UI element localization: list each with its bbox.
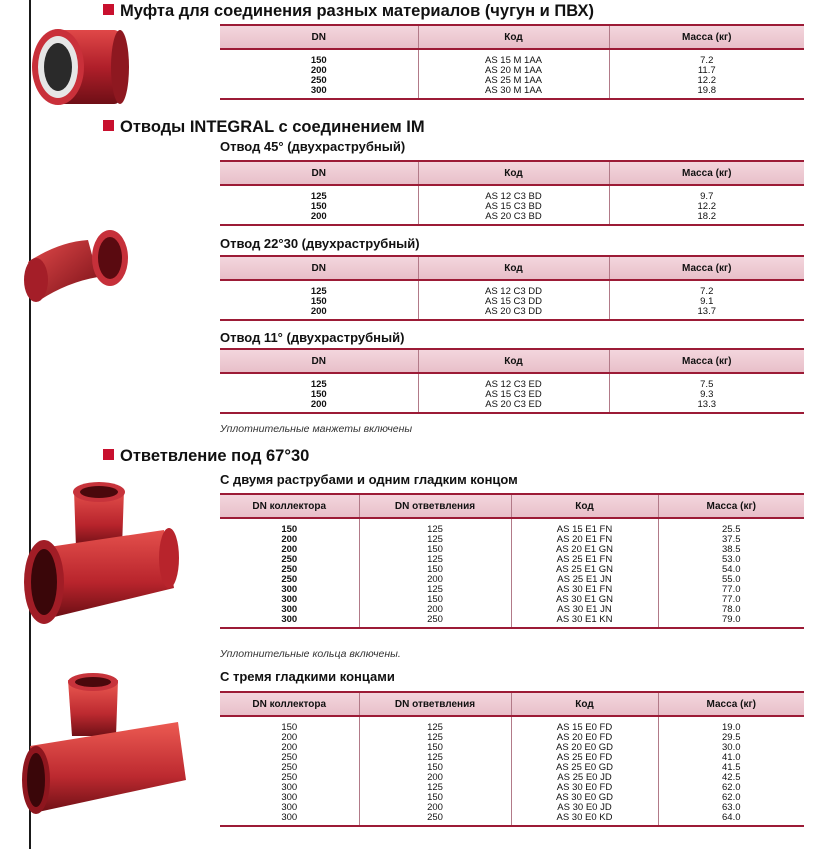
table-body-row: [220, 280, 804, 320]
table-cell-value: 41.0: [722, 752, 741, 763]
table-cell-value: 42.5: [722, 772, 741, 783]
table-body-row: [220, 185, 804, 225]
table-cell-value: 25.5: [722, 524, 741, 535]
table-cell-value: 300: [281, 782, 298, 793]
table-cell-value: AS 12 C3 BD: [485, 191, 542, 202]
table-cell-value: 200: [427, 604, 443, 615]
table-cell-value: 200: [310, 306, 327, 317]
table-cell: [511, 518, 658, 628]
table-cell-value: 200: [310, 399, 327, 410]
table-cell-value: 200: [281, 742, 298, 753]
table-cell-value: AS 30 E1 FN: [556, 584, 613, 595]
table-cell-value: 300: [281, 594, 298, 605]
bend-22-title: Отвод 22°30 (двухраструбный): [220, 236, 420, 251]
table-cell: [220, 49, 418, 99]
table-cell: [658, 518, 804, 628]
table-cell-value: 64.0: [722, 812, 741, 823]
col-dn: DN: [220, 25, 418, 49]
table-cell-value: 79.0: [722, 614, 741, 625]
table-cell-value: AS 30 E0 GD: [555, 792, 614, 803]
tee-plain-table: [220, 691, 804, 827]
table-cell-value: 300: [281, 812, 298, 823]
col-code: Код: [511, 692, 658, 716]
table-cell-value: 77.0: [722, 584, 741, 595]
table-cell-value: 12.2: [697, 201, 716, 212]
table-cell-value: 125: [427, 722, 443, 733]
table-cell-value: AS 30 E0 FD: [556, 782, 613, 793]
table-cell-value: 125: [427, 554, 443, 565]
table-cell-value: AS 20 E0 FD: [556, 732, 613, 743]
table-cell: [609, 280, 804, 320]
col-mass: Масса (кг): [609, 256, 804, 280]
table-cell-value: 150: [310, 55, 327, 66]
table-cell-value: AS 25 E0 GD: [555, 762, 614, 773]
bullet-square-icon: [103, 4, 114, 15]
table-cell-value: 150: [427, 544, 443, 555]
table-cell-value: 300: [281, 614, 298, 625]
table-cell-value: 200: [281, 534, 298, 545]
bend-11-table: [220, 348, 804, 414]
table-cell-value: 9.3: [700, 389, 714, 400]
table-cell: [418, 280, 609, 320]
bend-45-title: Отвод 45° (двухраструбный): [220, 139, 406, 154]
col-dn-main: DN коллектора: [220, 692, 359, 716]
bullet-square-icon: [103, 449, 114, 460]
table-body-row: [220, 373, 804, 413]
col-dn-branch: DN ответвления: [359, 692, 511, 716]
bend-11-title: Отвод 11° (двухраструбный): [220, 330, 405, 345]
col-dn: DN: [220, 256, 418, 280]
table-cell-value: 250: [281, 564, 298, 575]
coupling-image: [20, 18, 130, 118]
tee-socket-image: [14, 478, 184, 633]
table-cell-value: AS 15 E1 FN: [556, 524, 613, 535]
section-title-branch: Ответвление под 67°30: [103, 447, 309, 466]
table-cell-value: 62.0: [722, 792, 741, 803]
col-mass: Масса (кг): [609, 161, 804, 185]
section-title-bends: Отводы INTEGRAL с соединением IM: [103, 118, 425, 137]
table-cell-value: 11.7: [697, 65, 716, 76]
table-cell-value: 300: [310, 85, 327, 96]
col-dn-branch: DN ответвления: [359, 494, 511, 518]
table-cell-value: 125: [310, 286, 327, 297]
table-cell-value: AS 30 E0 KD: [556, 812, 613, 823]
table-cell-value: AS 30 M 1AA: [484, 85, 543, 96]
table-cell-value: AS 15 M 1AA: [484, 55, 543, 66]
table-cell-value: 250: [281, 752, 298, 763]
table-cell-value: 125: [427, 524, 443, 535]
table-cell-value: 30.0: [722, 742, 741, 753]
col-code: Код: [418, 161, 609, 185]
coupling-table: [220, 24, 804, 100]
table-cell-value: 125: [310, 191, 327, 202]
table-cell-value: AS 25 E1 GN: [555, 564, 614, 575]
col-mass: Масса (кг): [609, 349, 804, 373]
table-cell-value: 150: [427, 564, 443, 575]
table-cell-value: 250: [281, 772, 298, 783]
table-cell-value: AS 15 C3 BD: [485, 201, 542, 212]
table-cell-value: 150: [427, 792, 443, 803]
col-mass: Масса (кг): [658, 494, 804, 518]
table-cell-value: AS 20 C3 BD: [485, 211, 542, 222]
table-cell-value: 250: [310, 75, 327, 86]
table-cell-value: AS 12 C3 ED: [485, 379, 542, 390]
bend-45-table: [220, 160, 804, 226]
table-cell-value: 300: [281, 792, 298, 803]
table-cell-value: 41.5: [722, 762, 741, 773]
table-cell-value: 150: [427, 762, 443, 773]
table-cell-value: AS 15 C3 ED: [485, 389, 542, 400]
col-dn-main: DN коллектора: [220, 494, 359, 518]
table-cell-value: 37.5: [722, 534, 741, 545]
section-title-coupling: Муфта для соединения разных материалов (чугун и ПВХ): [103, 2, 594, 21]
table-cell-value: AS 20 E1 FN: [556, 534, 613, 545]
col-mass: Масса (кг): [658, 692, 804, 716]
table-cell-value: 200: [281, 544, 298, 555]
col-code: Код: [418, 349, 609, 373]
bends-note: Уплотнительные манжеты включены: [220, 423, 413, 435]
table-cell: [418, 373, 609, 413]
table-cell-value: 29.5: [722, 732, 741, 743]
table-cell-value: 200: [310, 211, 327, 222]
table-cell-value: 7.2: [700, 286, 714, 297]
tee-plain-image: [20, 672, 190, 822]
table-cell-value: 150: [427, 594, 443, 605]
table-cell-value: 77.0: [722, 594, 741, 605]
table-cell-value: 7.2: [700, 55, 714, 66]
col-mass: Масса (кг): [609, 25, 804, 49]
table-cell-value: 300: [281, 584, 298, 595]
table-cell-value: 250: [427, 614, 443, 625]
table-cell-value: 19.0: [722, 722, 741, 733]
table-cell-value: 38.5: [722, 544, 741, 555]
table-cell-value: 13.7: [697, 306, 716, 317]
table-cell-value: AS 25 E0 JD: [557, 772, 612, 783]
col-dn: DN: [220, 161, 418, 185]
table-cell-value: 9.1: [700, 296, 714, 307]
col-code: Код: [418, 256, 609, 280]
table-cell-value: 7.5: [700, 379, 714, 390]
table-cell-value: 18.2: [697, 211, 716, 222]
col-code: Код: [418, 25, 609, 49]
table-cell-value: AS 20 M 1AA: [484, 65, 543, 76]
table-cell-value: AS 20 E0 GD: [555, 742, 614, 753]
table-cell: [609, 185, 804, 225]
col-code: Код: [511, 494, 658, 518]
table-cell-value: 125: [310, 379, 327, 390]
table-cell-value: 150: [427, 742, 443, 753]
table-cell: [220, 280, 418, 320]
bend-22-table: [220, 255, 804, 321]
table-cell-value: 53.0: [722, 554, 741, 565]
table-cell-value: 150: [281, 524, 298, 535]
tee-note: Уплотнительные кольца включены.: [220, 648, 401, 660]
table-cell-value: 200: [427, 574, 443, 585]
table-cell-value: 125: [427, 534, 443, 545]
table-cell-value: 9.7: [700, 191, 714, 202]
tee-sockets-table: [220, 493, 804, 629]
table-cell: [658, 716, 804, 826]
table-cell-value: AS 25 E1 JN: [557, 574, 612, 585]
table-cell-value: AS 20 C3 DD: [484, 306, 543, 317]
table-cell-value: AS 30 E0 JD: [557, 802, 612, 813]
table-cell-value: 250: [281, 574, 298, 585]
table-cell-value: 250: [281, 762, 298, 773]
table-cell-value: 150: [310, 389, 327, 400]
table-cell-value: 12.2: [697, 75, 716, 86]
table-cell-value: AS 20 C3 ED: [485, 399, 542, 410]
table-cell-value: AS 25 M 1AA: [484, 75, 543, 86]
table-cell-value: 200: [427, 772, 443, 783]
table-cell-value: AS 30 E1 JN: [557, 604, 612, 615]
table-cell-value: AS 30 E1 GN: [555, 594, 614, 605]
table-cell: [418, 185, 609, 225]
table-cell-value: 200: [427, 802, 443, 813]
table-cell-value: AS 20 E1 GN: [555, 544, 614, 555]
table-cell-value: 55.0: [722, 574, 741, 585]
table-cell-value: 19.8: [697, 85, 716, 96]
table-cell-value: 78.0: [722, 604, 741, 615]
tee-sockets-title: С двумя раструбами и одним гладким концом: [220, 472, 518, 487]
table-cell-value: AS 12 C3 DD: [484, 286, 543, 297]
table-cell: [359, 716, 511, 826]
col-dn: DN: [220, 349, 418, 373]
table-cell-value: 200: [281, 732, 298, 743]
table-cell: [359, 518, 511, 628]
table-cell-value: 300: [281, 604, 298, 615]
table-cell-value: AS 30 E1 KN: [556, 614, 613, 625]
table-cell-value: 125: [427, 782, 443, 793]
tee-plain-title: С тремя гладкими концами: [220, 669, 395, 684]
table-cell-value: AS 25 E1 FN: [556, 554, 613, 565]
table-cell-value: 125: [427, 584, 443, 595]
table-cell: [220, 716, 359, 826]
table-cell-value: 150: [310, 296, 327, 307]
table-cell-value: 62.0: [722, 782, 741, 793]
table-cell-value: 125: [427, 732, 443, 743]
table-body-row: [220, 518, 804, 628]
table-body-row: [220, 49, 804, 99]
table-cell-value: 13.3: [697, 399, 716, 410]
table-cell-value: 200: [310, 65, 327, 76]
table-cell: [220, 373, 418, 413]
table-cell: [418, 49, 609, 99]
table-cell-value: 54.0: [722, 564, 741, 575]
table-cell-value: AS 15 C3 DD: [484, 296, 543, 307]
table-cell: [511, 716, 658, 826]
table-cell: [220, 518, 359, 628]
bullet-square-icon: [103, 120, 114, 131]
table-cell-value: 250: [427, 812, 443, 823]
table-cell-value: AS 15 E0 FD: [556, 722, 613, 733]
table-cell-value: AS 25 E0 FD: [556, 752, 613, 763]
table-cell-value: 250: [281, 554, 298, 565]
table-cell: [220, 185, 418, 225]
table-cell-value: 125: [427, 752, 443, 763]
table-body-row: [220, 716, 804, 826]
table-cell: [609, 373, 804, 413]
table-cell-value: 63.0: [722, 802, 741, 813]
table-cell-value: 150: [310, 201, 327, 212]
table-cell-value: 150: [281, 722, 298, 733]
bend-image: [18, 222, 130, 312]
table-cell: [609, 49, 804, 99]
table-cell-value: 300: [281, 802, 298, 813]
